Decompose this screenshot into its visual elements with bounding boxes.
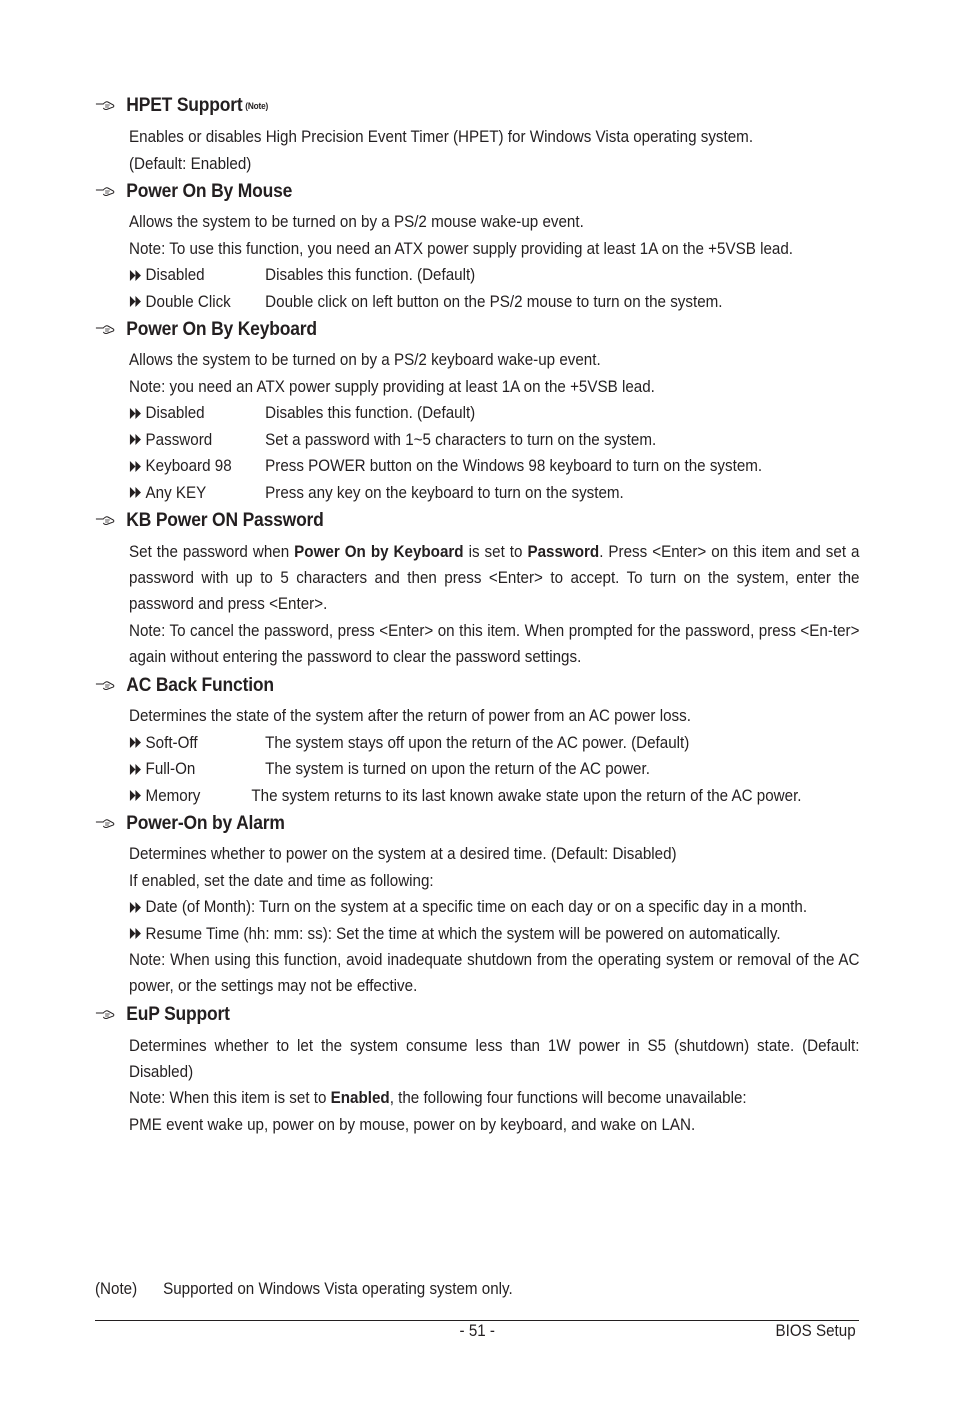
double-arrow-icon (129, 790, 142, 801)
pointing-hand-icon (95, 100, 126, 112)
option-key: Double Click (145, 292, 231, 311)
option-key: Soft-Off (145, 733, 198, 752)
pointing-hand-icon (95, 818, 126, 830)
section-ac-back-function (95, 672, 860, 809)
paragraph: Allows the system to be turned on by a PS/2 keyboard wake-up event. (129, 351, 601, 369)
double-arrow-icon (129, 270, 142, 281)
option-row (129, 262, 802, 289)
heading-text: Power On By Keyboard (126, 319, 317, 340)
paragraph (129, 539, 859, 618)
option-row (129, 756, 802, 783)
bold-term: Enabled (330, 1089, 390, 1108)
bullet-item (129, 921, 802, 948)
text-run: Set the password when (129, 543, 295, 561)
double-arrow-icon (129, 296, 142, 307)
option-key: Any KEY (145, 483, 207, 502)
option-row (129, 480, 802, 507)
paragraph: Determines the state of the system after the return of power from an AC power loss. (129, 707, 691, 725)
option-desc: Disables this function. (Default) (265, 404, 476, 422)
page-number-text: - 51 - (459, 1322, 495, 1340)
option-key: Password (145, 430, 213, 449)
option-desc: Set a password with 1~5 characters to turn on the system. (265, 430, 657, 449)
option-key: Disabled (145, 266, 205, 284)
option-desc: The system stays off upon the return of the AC power. (Default) (265, 733, 690, 752)
footnote-text: Supported on Windows Vista operating system only. (163, 1280, 513, 1298)
double-arrow-icon (129, 764, 142, 775)
option-row (129, 289, 802, 316)
section-eup-support (95, 1001, 860, 1138)
section-heading (95, 672, 799, 700)
option-row (129, 730, 802, 757)
section-heading (95, 810, 799, 838)
option-desc: Press any key on the keyboard to turn on the system. (265, 483, 624, 502)
double-arrow-icon (129, 902, 142, 913)
section-heading (95, 1001, 799, 1029)
section-power-on-by-keyboard (95, 316, 860, 506)
note-superscript: (Note) (245, 101, 269, 111)
pointing-hand-icon (95, 680, 126, 692)
heading-text: Power-On by Alarm (126, 813, 285, 834)
pointing-hand-icon (95, 1009, 126, 1021)
heading-text: AC Back Function (126, 675, 274, 696)
paragraph: PME event wake up, power on by mouse, power on by keyboard, and wake on LAN. (129, 1115, 696, 1134)
option-desc: The system is turned on upon the return of the AC power. (265, 760, 650, 778)
footer-title-text: BIOS Setup (775, 1322, 856, 1340)
footnote (95, 1280, 513, 1299)
option-row (129, 427, 802, 454)
option-key: Keyboard 98 (145, 457, 232, 475)
paragraph: Enables or disables High Precision Event Timer (HPET) for Windows Vista operating system. (129, 128, 754, 146)
paragraph (129, 1085, 802, 1112)
section-power-on-by-alarm (95, 810, 860, 999)
text-run: , the following four functions will become unavailable: (389, 1089, 747, 1108)
heading-text: KB Power ON Password (126, 510, 324, 531)
option-desc: Press POWER button on the Windows 98 keyboard to turn on the system. (265, 457, 763, 475)
footer-divider (95, 1320, 859, 1321)
paragraph: Determines whether to let the system consume less than 1W power in S5 (shutdown) state. (Default: Disabled) (129, 1037, 860, 1082)
paragraph: Note: To use this function, you need an ATX power supply providing at least 1A on the +5VSB lead. (129, 239, 793, 258)
section-hpet-support (95, 92, 860, 177)
heading-text: EuP Support (126, 1004, 230, 1025)
paragraph: Note: you need an ATX power supply providing at least 1A on the +5VSB lead. (129, 377, 655, 396)
bullet-text: Date (of Month): Turn on the system at a specific time on each day or on a specific day in a month. (145, 898, 808, 916)
paragraph: Determines whether to power on the system at a desired time. (Default: Disabled) (129, 845, 677, 863)
heading-text: HPET Support (126, 95, 243, 116)
paragraph: Note: To cancel the password, press <Enter> on this item. When prompted for the password, press <En-ter> again without entering the password to clear the password settings. (129, 621, 860, 666)
text-run: Note: When this item is set to (129, 1089, 331, 1108)
option-desc: Disables this function. (Default) (265, 266, 476, 284)
pointing-hand-icon (95, 186, 126, 198)
footnote-tag: (Note) (95, 1280, 138, 1298)
option-row (129, 453, 802, 480)
double-arrow-icon (129, 928, 142, 939)
paragraph: If enabled, set the date and time as following: (129, 871, 434, 890)
option-key: Full-On (145, 760, 196, 778)
pointing-hand-icon (95, 324, 126, 336)
section-heading (95, 507, 799, 535)
text-run: is set to (463, 543, 528, 561)
section-heading (95, 178, 799, 206)
option-row (129, 400, 802, 427)
option-key: Memory (145, 786, 201, 805)
bold-term: Power On by Keyboard (294, 543, 464, 561)
section-heading (95, 92, 799, 120)
paragraph: Note: When using this function, avoid inadequate shutdown from the operating system or removal of the AC power, or the settings may not be effective. (129, 951, 860, 996)
footer-title (772, 1322, 859, 1341)
double-arrow-icon (129, 737, 142, 748)
option-row (129, 783, 802, 810)
option-desc: Double click on left button on the PS/2 mouse to turn on the system. (265, 292, 723, 311)
option-key: Disabled (145, 404, 205, 422)
section-heading (95, 316, 799, 344)
double-arrow-icon (129, 408, 142, 419)
section-power-on-by-mouse (95, 178, 860, 315)
section-kb-power-on-password (95, 507, 860, 670)
bold-term: Password (527, 543, 600, 561)
double-arrow-icon (129, 434, 142, 445)
text-run: . Press <Enter> on this item and set a password with up to 5 characters and then press <Enter> to accept. To turn on the system, enter the password and press <Enter>. (129, 543, 860, 614)
heading-text: Power On By Mouse (126, 181, 293, 202)
option-desc: The system returns to its last known awake state upon the return of the AC power. (251, 786, 802, 805)
double-arrow-icon (129, 487, 142, 498)
double-arrow-icon (129, 461, 142, 472)
pointing-hand-icon (95, 515, 126, 527)
bullet-item (129, 894, 808, 921)
paragraph: Allows the system to be turned on by a PS/2 mouse wake-up event. (129, 213, 584, 231)
paragraph: (Default: Enabled) (129, 154, 252, 173)
bullet-text: Resume Time (hh: mm: ss): Set the time at which the system will be powered on automatically. (145, 924, 781, 943)
